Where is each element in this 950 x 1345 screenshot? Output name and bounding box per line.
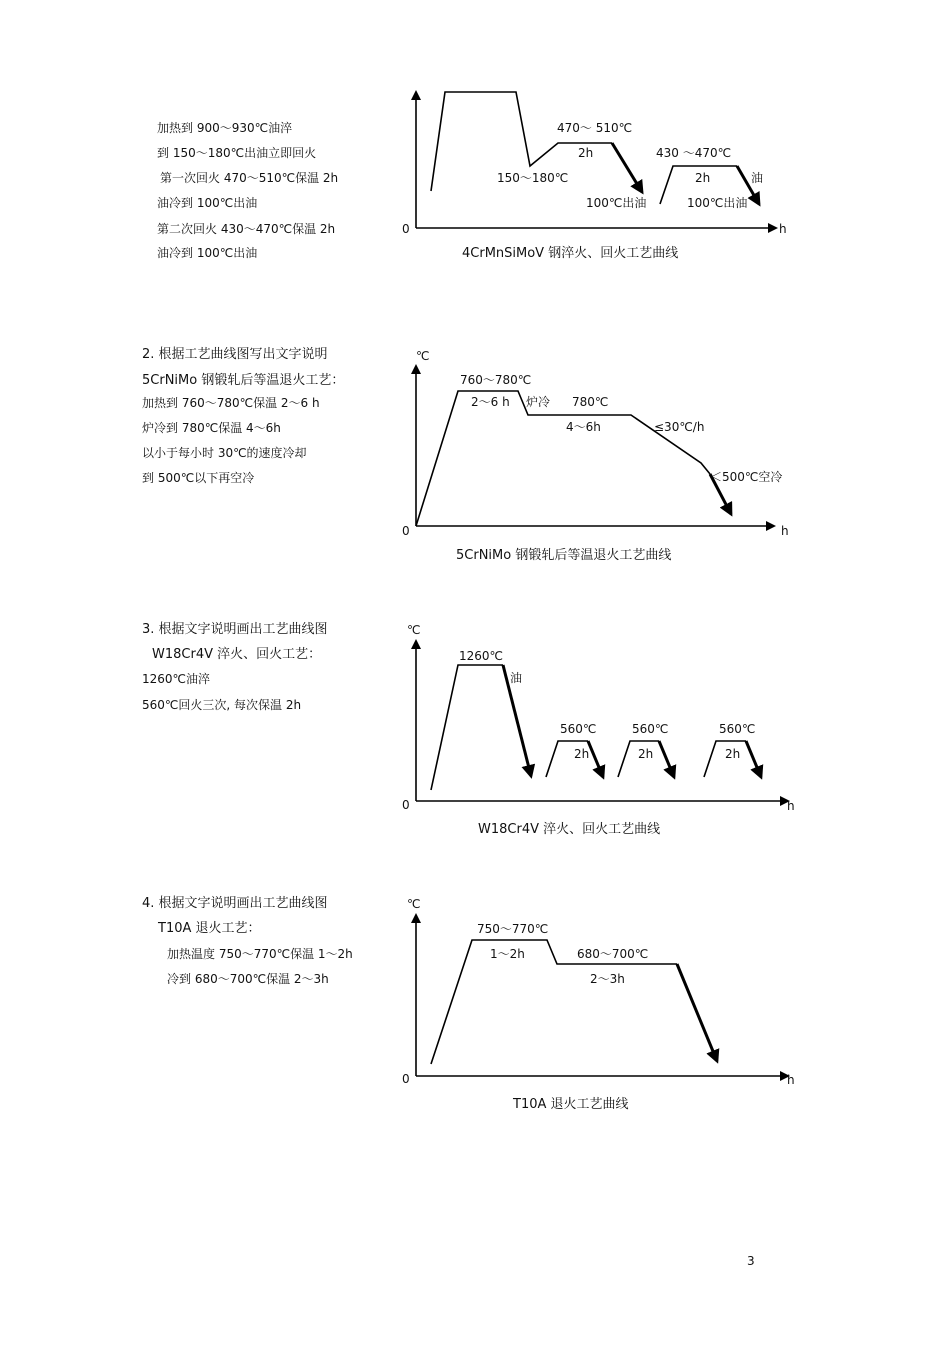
s2-line-2: 炉冷到 780℃保温 4～6h (142, 421, 281, 435)
c2-y-unit: ℃ (416, 349, 430, 363)
c2-x-unit: h (781, 524, 789, 538)
c3-origin: 0 (402, 798, 410, 812)
s2-heading: 2. 根据工艺曲线图写出文字说明 (142, 347, 328, 362)
chart-w18cr4v (402, 623, 795, 837)
s4-line-2: 冷到 680～700℃保温 2～3h (167, 972, 329, 986)
c4-hold2-label: 2～3h (590, 972, 625, 986)
c1-caption: 4CrMnSiMoV 钢淬火、回火工艺曲线 (462, 246, 679, 261)
s1-line-4: 油冷到 100℃出油 (157, 196, 258, 210)
c2-rate-label: ≤30℃/h (654, 420, 705, 434)
c1-hold2-label: 2h (695, 171, 711, 185)
s4-heading: 4. 根据文字说明画出工艺曲线图 (142, 896, 328, 911)
c2-temp1-label: 760～780℃ (460, 373, 532, 387)
c3-quench-curve (431, 665, 503, 790)
c1-low-label: 150～180℃ (497, 171, 569, 185)
c3-h3-label: 2h (638, 747, 654, 761)
c4-hold1-label: 1～2h (490, 947, 525, 961)
c3-t3-label: 560℃ (632, 722, 669, 736)
c4-x-unit: h (787, 1073, 795, 1087)
c3-t2-label: 560℃ (560, 722, 597, 736)
c1-cool-arrow-1 (612, 143, 642, 192)
s2-line-1: 加热到 760～780℃保温 2～6 h (142, 396, 320, 410)
page-number: 3 (747, 1254, 755, 1268)
c3-x-unit: h (787, 799, 795, 813)
c2-hold2-label: 4～6h (566, 420, 601, 434)
c2-temp2-label: 780℃ (572, 395, 609, 409)
c3-temp1-label: 1260℃ (459, 649, 504, 663)
c3-caption: W18Cr4V 淬火、回火工艺曲线 (478, 822, 661, 837)
s1-line-5: 第二次回火 430～470℃保温 2h (157, 222, 336, 236)
c2-anneal-curve (416, 391, 710, 526)
c1-temp2-label: 430 ～470℃ (656, 146, 732, 160)
c1-x-unit: h (779, 222, 787, 236)
s3-heading: 3. 根据文字说明画出工艺曲线图 (142, 622, 328, 637)
c3-h4-label: 2h (725, 747, 741, 761)
c4-temp2-label: 680～700℃ (577, 947, 649, 961)
c3-oil-label: 油 (510, 671, 523, 685)
chart-5crnimo (402, 349, 789, 563)
c3-h2-label: 2h (574, 747, 590, 761)
c3-y-unit: ℃ (407, 623, 421, 637)
c1-out2-label: 100℃出油 (687, 196, 748, 210)
s3-line-2: 560℃回火三次, 每次保温 2h (142, 698, 302, 712)
c4-y-unit: ℃ (407, 897, 421, 911)
c2-origin: 0 (402, 524, 410, 538)
c3-temper-2-cool (659, 741, 674, 777)
s1-line-3: 第一次回火 470～510℃保温 2h (160, 171, 339, 185)
s1-line-6: 油冷到 100℃出油 (157, 246, 258, 260)
s2-line-4: 到 500℃以下再空冷 (142, 471, 255, 485)
c3-temper-1-cool (588, 741, 603, 777)
s1-line-1: 加热到 900～930℃油淬 (157, 121, 293, 135)
c4-origin: 0 (402, 1072, 410, 1086)
c4-cool-arrow (677, 964, 717, 1061)
c2-air-label: ＜500℃空冷 (710, 470, 783, 484)
s4-line-1: 加热温度 750～770℃保温 1～2h (167, 947, 353, 961)
c4-temp1-label: 750～770℃ (477, 922, 549, 936)
c1-oil-label: 油 (751, 171, 764, 185)
s1-line-2: 到 150～180℃出油立即回火 (157, 146, 317, 160)
s4-subheading: T10A 退火工艺： (158, 921, 261, 936)
c2-furnace-label: 炉冷 (526, 395, 551, 409)
chart-t10a (402, 897, 795, 1112)
c3-temper-3-cool (746, 741, 761, 777)
c3-t4-label: 560℃ (719, 722, 756, 736)
c1-temp1-label: 470～ 510℃ (557, 121, 633, 135)
s3-line-1: 1260℃油淬 (142, 672, 211, 686)
c2-caption: 5CrNiMo 钢锻轧后等温退火工艺曲线 (456, 548, 672, 563)
c1-hold1-label: 2h (578, 146, 594, 160)
c4-caption: T10A 退火工艺曲线 (513, 1097, 629, 1112)
c1-out1-label: 100℃出油 (586, 196, 647, 210)
s2-subheading: 5CrNiMo 钢锻轧后等温退火工艺： (142, 373, 345, 388)
s3-subheading: W18Cr4V 淬火、回火工艺： (152, 647, 322, 662)
s2-line-3: 以小于每小时 30℃的速度冷却 (142, 446, 307, 460)
c2-hold1-label: 2～6 h (471, 395, 510, 409)
chart-4crmnsimov (402, 92, 787, 261)
c1-origin: 0 (402, 222, 410, 236)
